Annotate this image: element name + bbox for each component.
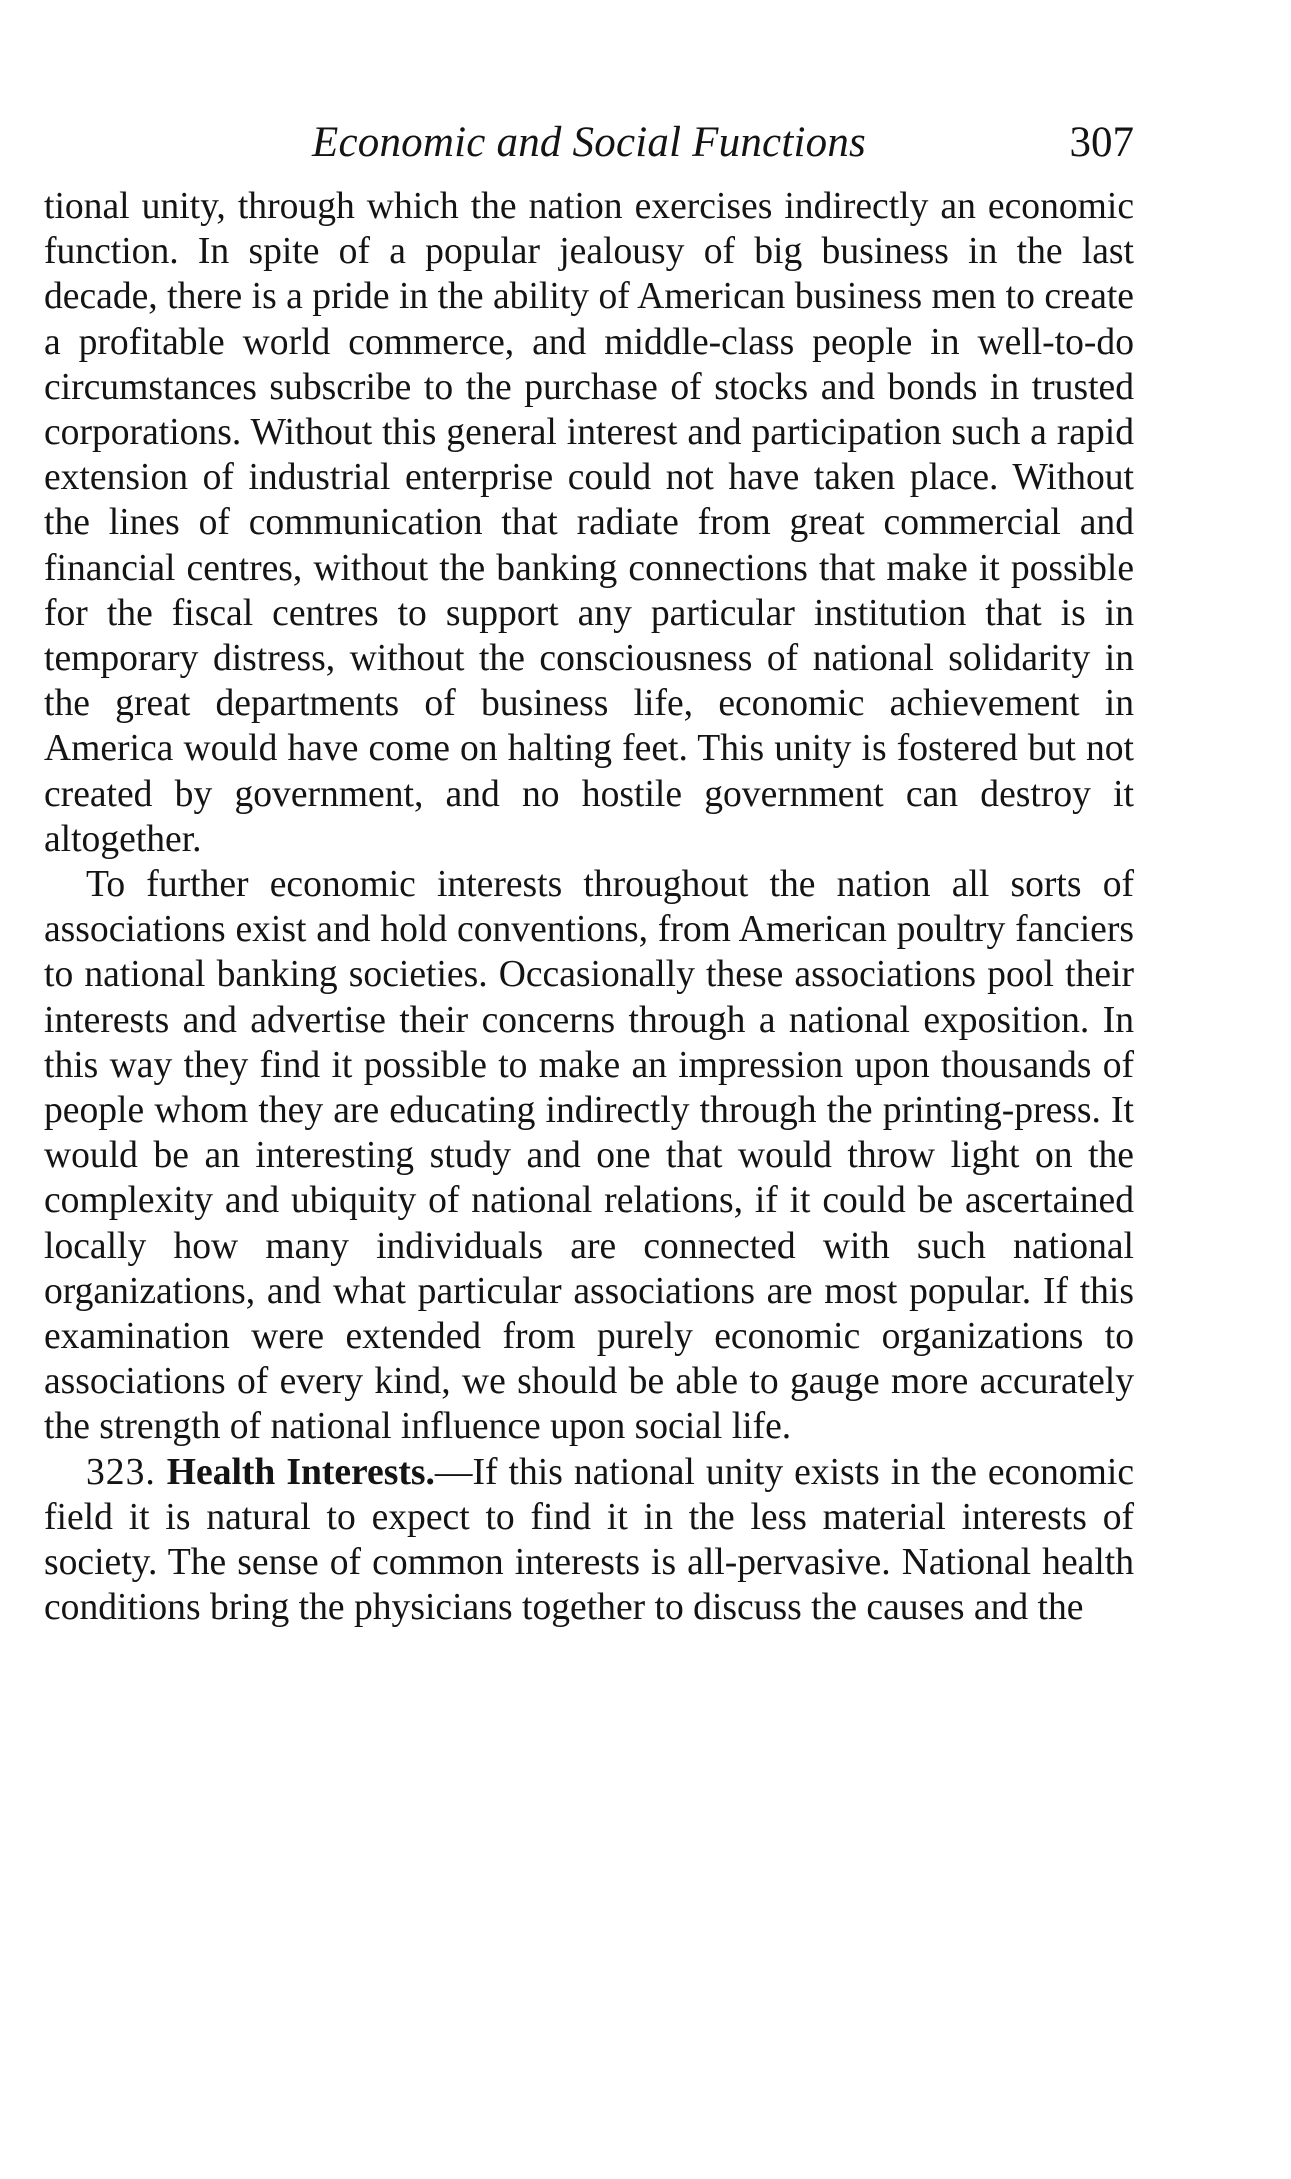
body-text [44, 184, 1134, 1631]
paragraph-associations: To further economic interests throughout the nation all sorts of associations exist and hold conventions, from American poultry fanciers to national banking societies. Occasionally these associations pool their interests and advertise their concerns through a national exposition. In this way they find it possible to make an impression upon thousands of people whom they are educating indirectly through the printing-press. It would be an interesting study and one that would throw light on the complexity and ubiquity of national relations, if it could be ascertained locally how many individuals are connected with such national organizations, and what particular associations are most popular. If this examination were extended from purely economic organizations to associations of every kind, we should be able to gauge more accurately the strength of national influence upon social life. [44, 864, 1134, 1448]
paragraph-continuation: tional unity, through which the nation exercises indirectly an economic function. In spite of a popular jealousy of big business in the last decade, there is a pride in the ability of American business men to create a profitable world commerce, and middle-class people in well-to-do circumstances subscribe to the purchase of stocks and bonds in trusted corporations. Without this general interest and participation such a rapid extension of industrial enterprise could not have taken place. Without the lines of communication that radiate from great commercial and financial centres, without the banking connections that make it possible for the fiscal centres to support any particular institution that is in temporary distress, without the consciousness of national solidarity in the great departments of business life, economic achievement in America would have come on halting feet. This unity is fostered but not created by government, and no hostile government can destroy it altogether. [44, 186, 1134, 860]
section-number: 323. [86, 1451, 156, 1493]
running-head [44, 118, 1134, 184]
section-text: —If this national unity exists in the economic field it is natural to expect to find it in the less material interests of society. The sense of common interests is all-pervasive. National health conditions bring the physicians together to discuss the causes and the [44, 1451, 1134, 1629]
page-number: 307 [1069, 119, 1134, 166]
running-title: Economic and Social Functions [312, 119, 866, 166]
paragraph-health-interests [44, 1450, 1134, 1631]
section-heading: Health Interests. [166, 1451, 435, 1493]
book-page [44, 118, 1134, 1631]
